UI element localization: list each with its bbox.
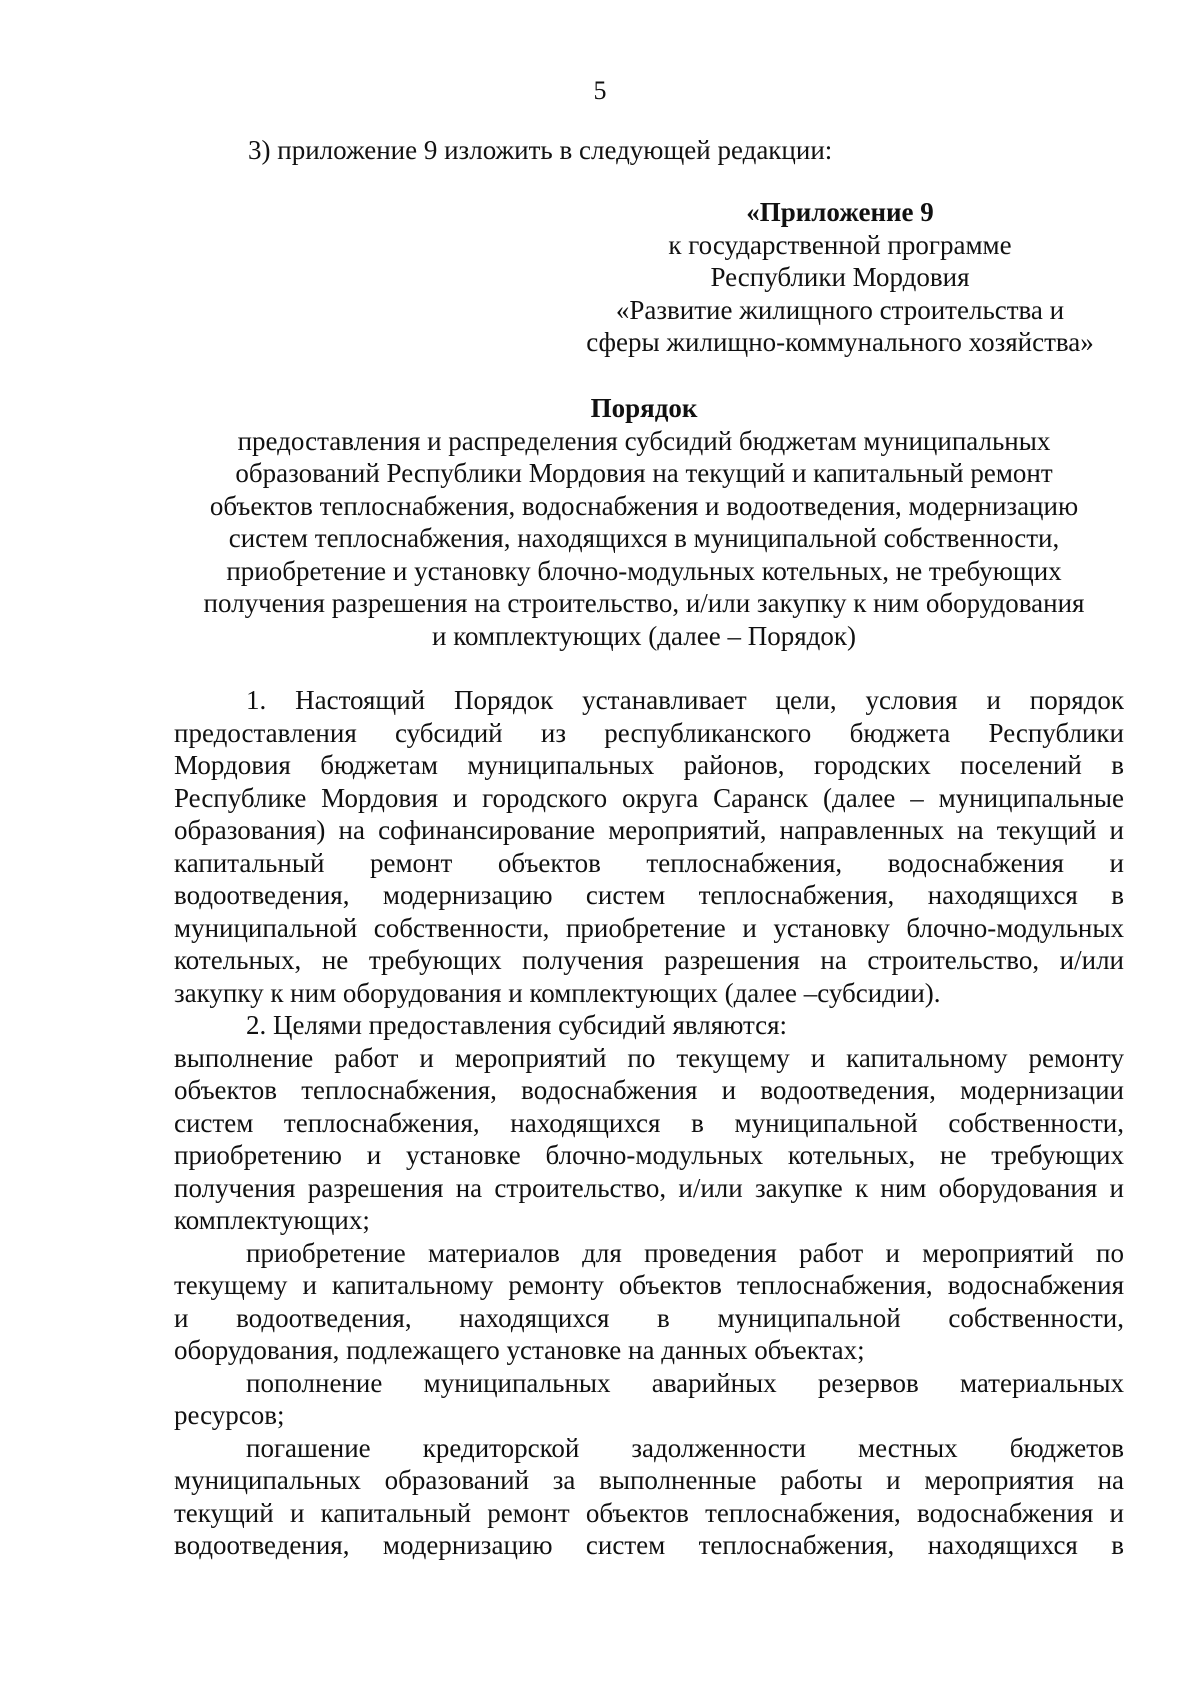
body-line: водоотведения, модернизацию систем теплоснабжения, находящихся в bbox=[174, 880, 1124, 910]
heading-line: объектов теплоснабжения, водоснабжения и водоотведения, модернизацию bbox=[209, 490, 1079, 521]
heading-line: предоставления и распределения субсидий бюджетам муниципальных bbox=[237, 425, 1051, 456]
body-line: текущему и капитальному ремонту объектов теплоснабжения, водоснабжения bbox=[174, 1270, 1124, 1300]
body-line: текущий и капитальный ремонт объектов теплоснабжения, водоснабжения и bbox=[174, 1497, 1124, 1528]
heading-line: приобретение и установку блочно-модульных котельных, не требующих bbox=[226, 555, 1062, 586]
body-line: приобретение материалов для проведения работ и мероприятий по bbox=[246, 1237, 1124, 1268]
body-line: выполнение работ и мероприятий по текущему и капитальному ремонту bbox=[174, 1042, 1124, 1073]
body-line: водоотведения, модернизацию систем теплоснабжения, находящихся в bbox=[174, 1530, 1124, 1560]
appendix-line: сферы жилищно-коммунального хозяйства» bbox=[586, 327, 1094, 357]
body-line: котельных, не требующих получения разрешения на строительство, и/или bbox=[174, 945, 1124, 975]
body-line: 1. Настоящий Порядок устанавливает цели, условия и порядок bbox=[246, 685, 1124, 715]
heading-line: образований Республики Мордовия на текущий и капитальный ремонт bbox=[235, 458, 1053, 488]
body-line: приобретению и установке блочно-модульных котельных, не требующих bbox=[174, 1140, 1124, 1170]
body-line: капитальный ремонт объектов теплоснабжения, водоснабжения и bbox=[174, 847, 1124, 878]
body-line: и водоотведения, находящихся в муниципальной собственности, bbox=[174, 1302, 1124, 1333]
amendment-instruction: 3) приложение 9 изложить в следующей редакции: bbox=[248, 135, 833, 165]
body-line: комплектующих; bbox=[174, 1205, 370, 1235]
appendix-line: к государственной программе bbox=[668, 229, 1012, 260]
body-line: предоставления субсидий из республиканского бюджета Республики bbox=[174, 717, 1124, 748]
document-heading bbox=[160, 392, 1128, 652]
body-line: Мордовия бюджетам муниципальных районов, городских поселений в bbox=[174, 750, 1124, 780]
appendix-line: «Развитие жилищного строительства и bbox=[615, 294, 1065, 325]
body-line: образования) на софинансирование мероприятий, направленных на текущий и bbox=[174, 815, 1124, 845]
body-line: погашение кредиторской задолженности местных бюджетов bbox=[246, 1432, 1124, 1463]
heading-line: систем теплоснабжения, находящихся в муниципальной собственности, bbox=[228, 523, 1060, 553]
heading-line: получения разрешения на строительство, и/или закупку к ним оборудования bbox=[203, 588, 1085, 618]
document-body bbox=[174, 684, 1124, 1562]
body-line: муниципальной собственности, приобретение и установку блочно-модульных bbox=[174, 912, 1124, 943]
heading-line: и комплектующих (далее – Порядок) bbox=[432, 620, 856, 651]
body-line: закупку к ним оборудования и комплектующих (далее –субсидии). bbox=[174, 977, 941, 1008]
body-line: 2. Целями предоставления субсидий являются: bbox=[246, 1010, 788, 1040]
page-number: 5 bbox=[593, 76, 607, 105]
body-line: получения разрешения на строительство, и/или закупке к ним оборудования и bbox=[174, 1172, 1124, 1203]
body-line: Республике Мордовия и городского округа Саранск (далее – муниципальные bbox=[174, 782, 1124, 813]
body-line: муниципальных образований за выполненные работы и мероприятия на bbox=[174, 1465, 1124, 1495]
body-line: объектов теплоснабжения, водоснабжения и водоотведения, модернизации bbox=[174, 1075, 1124, 1105]
body-line: систем теплоснабжения, находящихся в муниципальной собственности, bbox=[174, 1107, 1124, 1138]
body-line: оборудования, подлежащего установке на данных объектах; bbox=[174, 1335, 865, 1365]
appendix-header bbox=[560, 196, 1120, 359]
appendix-line: Республики Мордовия bbox=[710, 262, 970, 292]
body-line: пополнение муниципальных аварийных резервов материальных bbox=[246, 1367, 1124, 1398]
appendix-title: «Приложение 9 bbox=[746, 197, 934, 227]
body-line: ресурсов; bbox=[174, 1400, 285, 1430]
heading-title: Порядок bbox=[590, 393, 698, 423]
